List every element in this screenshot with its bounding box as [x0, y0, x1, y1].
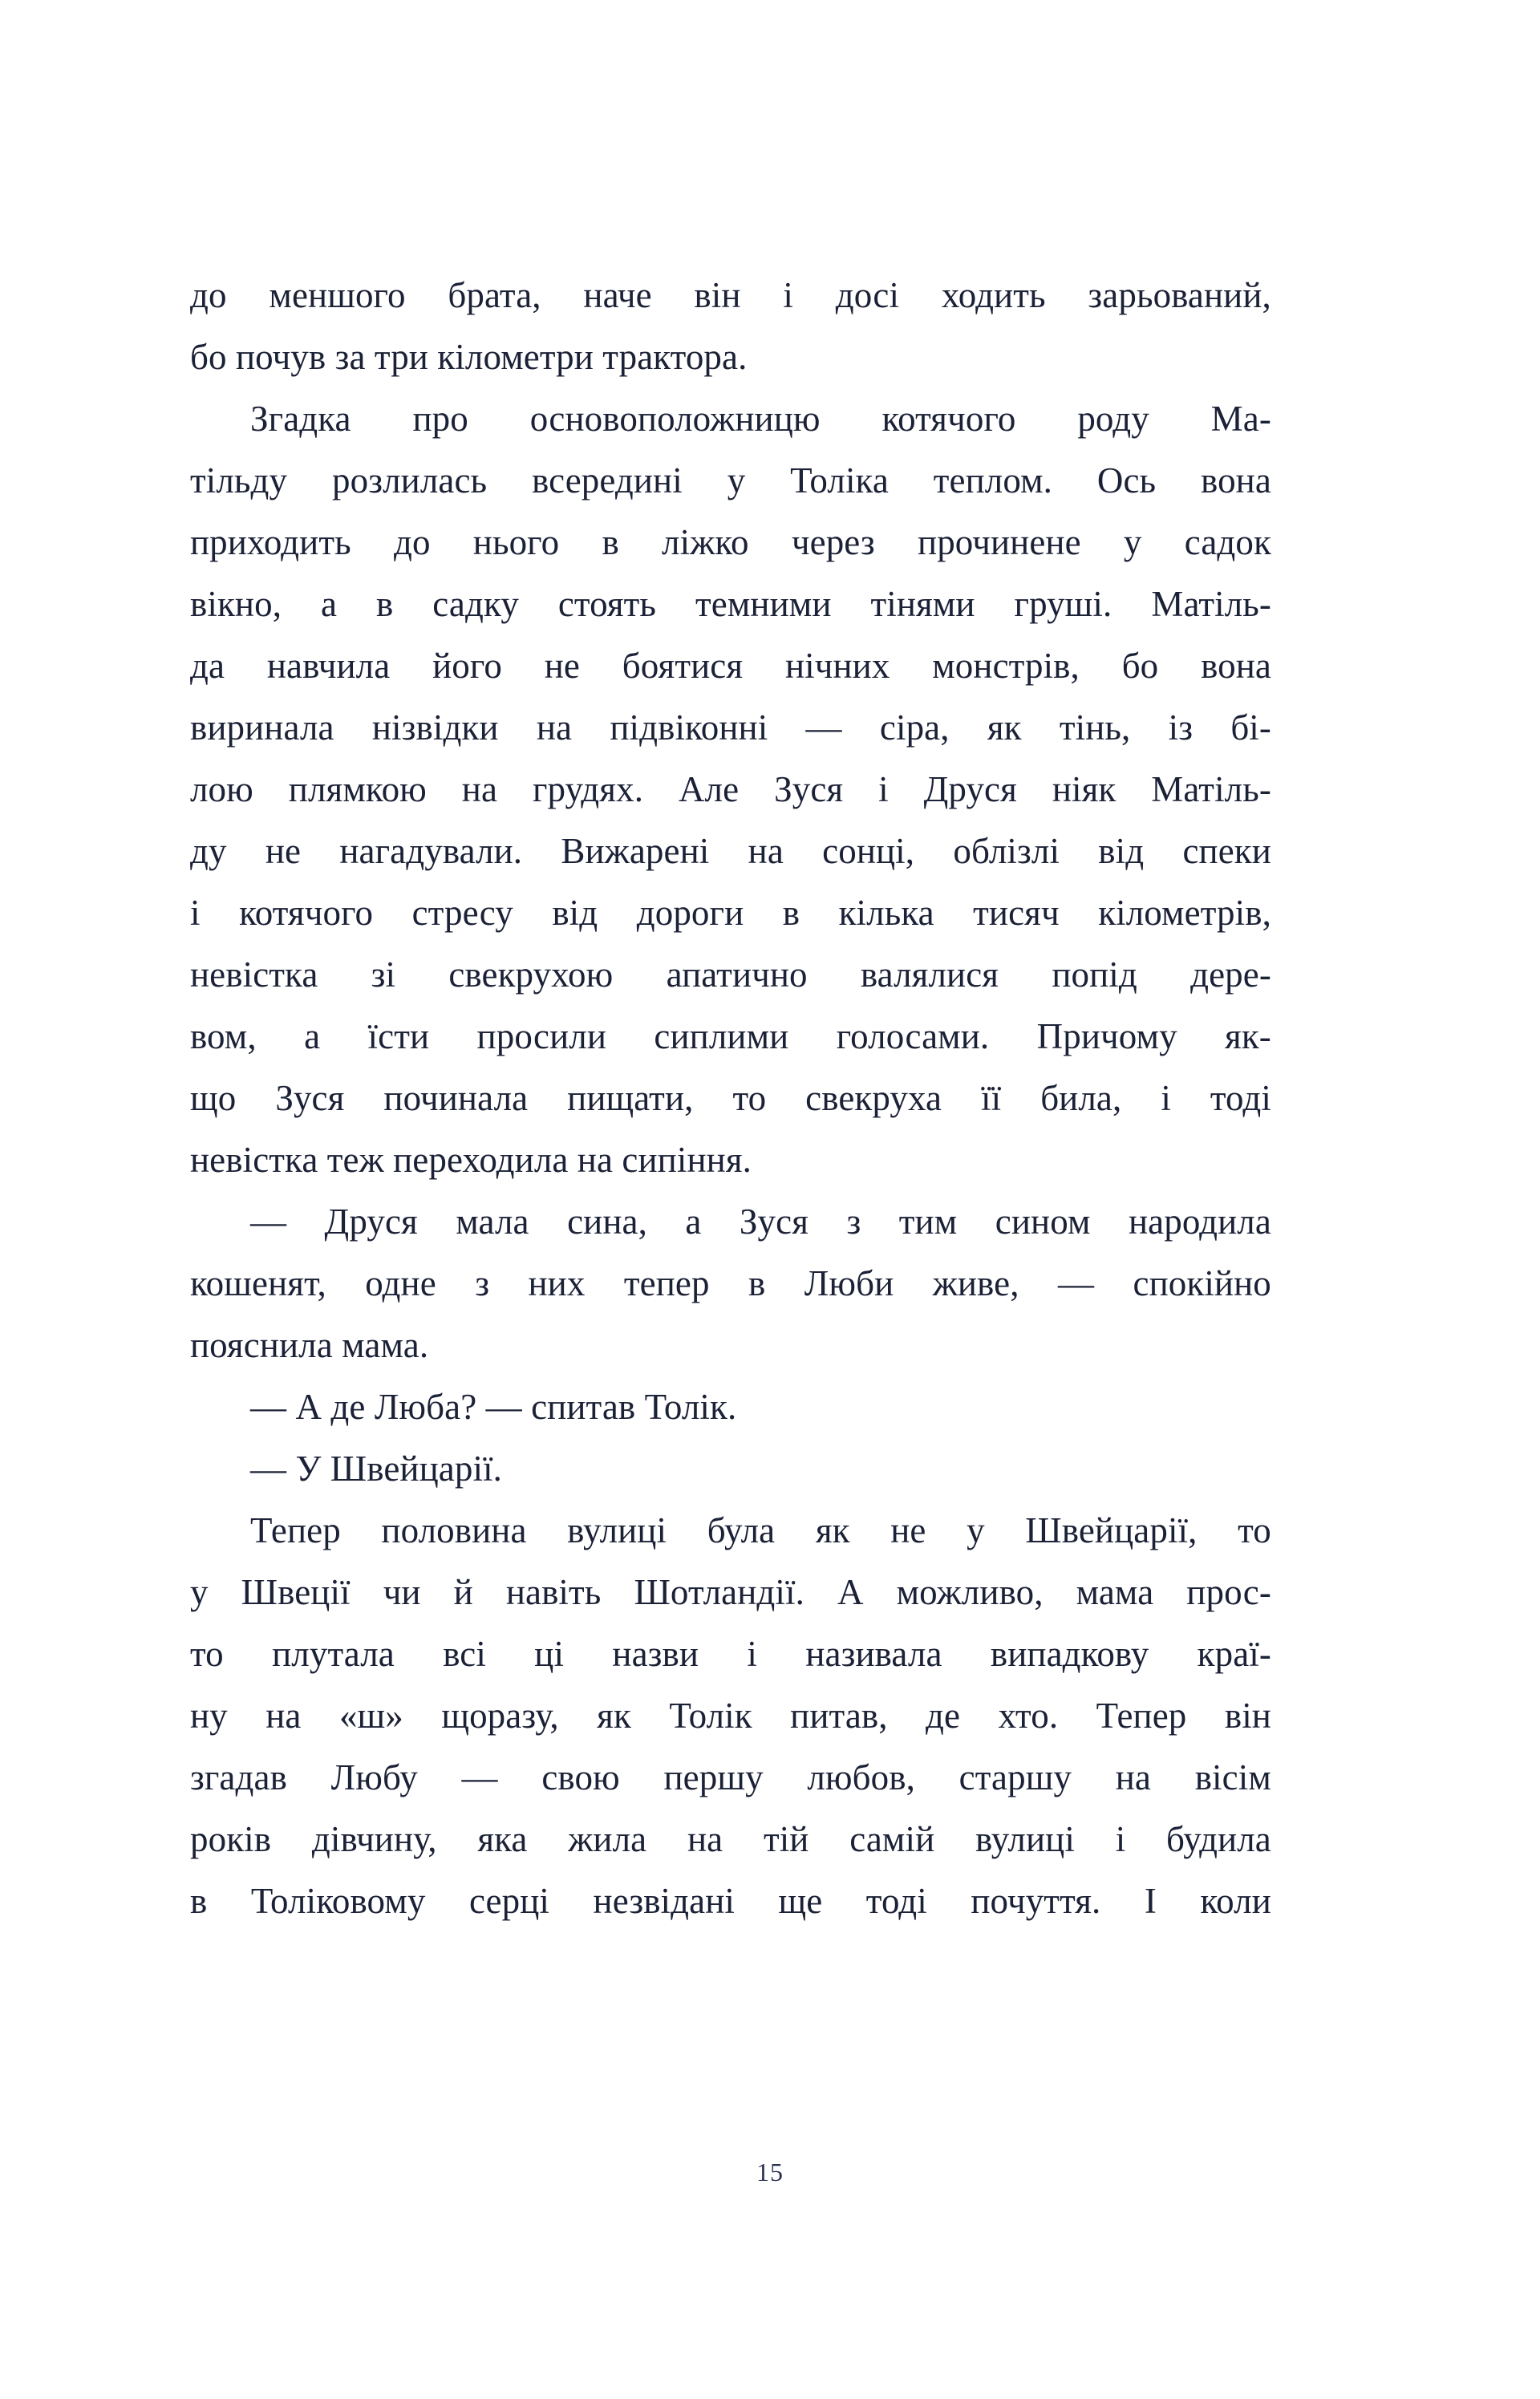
text-word: народила [1128, 1202, 1271, 1242]
text-line: бо почув за три кілометри трактора. [190, 337, 748, 377]
text-word: нагадували. [339, 831, 523, 871]
text-word: — [461, 1757, 498, 1797]
text-word: Зуся [739, 1202, 809, 1242]
text-word: вона [1201, 646, 1271, 686]
text-word: не [544, 646, 580, 686]
text-line: невістка теж переходила на сипіння. [190, 1140, 752, 1180]
text-word: що [190, 1078, 237, 1118]
text-word: кілометрів, [1098, 893, 1271, 933]
text-word: на [687, 1819, 723, 1859]
text-line [190, 759, 1271, 821]
text-word: можливо, [896, 1572, 1044, 1612]
text-word: бі- [1230, 707, 1271, 748]
text-word: хто. [998, 1696, 1059, 1736]
text-word: то [190, 1634, 224, 1674]
text-word: спокійно [1133, 1263, 1271, 1303]
text-word: лою [190, 769, 253, 809]
text-line [190, 1253, 1271, 1315]
text-word: Друся [923, 769, 1017, 809]
text-word: їсти [367, 1016, 430, 1056]
text-word: котячого [881, 399, 1016, 439]
text-word: першу [663, 1757, 764, 1797]
text-word: Тепер [250, 1510, 341, 1550]
text-word: меншого [269, 275, 406, 315]
text-line [190, 1068, 1271, 1129]
text-word: від [1098, 831, 1145, 871]
text-word: на [265, 1696, 302, 1736]
text-word: да [190, 646, 225, 686]
text-word: половина [381, 1510, 527, 1550]
text-word: випадкову [990, 1634, 1149, 1674]
text-word: всередині [532, 460, 683, 500]
text-word: почуття. [971, 1881, 1101, 1921]
text-word: на [1115, 1757, 1152, 1797]
text-word: Швейцарії, [1025, 1510, 1198, 1550]
text-word: до [393, 522, 431, 562]
text-word: вулиці [567, 1510, 667, 1550]
text-word: не [265, 831, 302, 871]
text-word: в [782, 893, 800, 933]
text-word: грудях. [532, 769, 644, 809]
text-word: а [304, 1016, 321, 1056]
text-word: тоді [1210, 1078, 1271, 1118]
text-word: всі [443, 1634, 486, 1674]
text-word: апатично [666, 954, 808, 995]
text-word: на [461, 769, 498, 809]
text-word: через [791, 522, 875, 562]
text-word: виринала [190, 707, 334, 748]
text-line [190, 944, 1271, 1006]
text-word: вісім [1194, 1757, 1271, 1797]
text-word: у [190, 1572, 209, 1612]
text-word: свекруха [805, 1078, 942, 1118]
text-word: його [432, 646, 502, 686]
text-word: Тепер [1096, 1696, 1187, 1736]
text-word: пищати, [567, 1078, 694, 1118]
text-word: навчила [266, 646, 391, 686]
text-line [190, 573, 1271, 635]
text-word: Толік [669, 1696, 752, 1736]
text-word: зарьований, [1088, 275, 1271, 315]
text-word: — [250, 1202, 287, 1242]
text-word: тисяч [973, 893, 1060, 933]
text-word: любов, [807, 1757, 915, 1797]
text-word: невістка [190, 954, 318, 995]
text-word: стоять [557, 584, 657, 624]
text-word: живе, [932, 1263, 1019, 1303]
text-line: — У Швейцарії. [250, 1449, 503, 1489]
text-word: — [1057, 1263, 1095, 1303]
text-word: старшу [958, 1757, 1072, 1797]
text-line [190, 1500, 1271, 1562]
text-line [190, 697, 1271, 759]
text-word: ходить [941, 275, 1046, 315]
text-word: як [987, 707, 1022, 748]
text-word: груші. [1014, 584, 1112, 624]
text-word: з [475, 1263, 490, 1303]
text-word: облізлі [953, 831, 1060, 871]
text-word: вона [1201, 460, 1271, 500]
text-word: прочинене [918, 522, 1081, 562]
page-number: 15 [756, 2158, 784, 2186]
text-word: зі [371, 954, 396, 995]
text-word: як [815, 1510, 850, 1550]
text-word: Матіль- [1151, 584, 1271, 624]
text-word: будила [1166, 1819, 1271, 1859]
text-word: А [837, 1572, 864, 1612]
text-word: свою [541, 1757, 620, 1797]
text-word: досі [835, 275, 900, 315]
text-word: садок [1184, 522, 1271, 562]
text-word: теплом. [933, 460, 1053, 500]
text-word: мала [456, 1202, 529, 1242]
text-word: наче [583, 275, 652, 315]
text-word: монстрів, [932, 646, 1080, 686]
text-word: Зуся [774, 769, 844, 809]
text-word: й [453, 1572, 473, 1612]
text-word: починала [383, 1078, 529, 1118]
text-word: де [926, 1696, 961, 1736]
text-word: боятися [622, 646, 744, 686]
text-word: Але [678, 769, 740, 809]
text-word: основоположницю [529, 399, 821, 439]
text-word: як- [1225, 1016, 1271, 1056]
text-word: била, [1040, 1078, 1122, 1118]
text-word: Матіль- [1151, 769, 1271, 809]
text-word: і [747, 1634, 758, 1674]
text-word: не [890, 1510, 926, 1550]
text-word: краї- [1197, 1634, 1271, 1674]
text-word: Толіковому [250, 1881, 426, 1921]
text-word: «ш» [338, 1696, 403, 1736]
text-line [190, 1809, 1271, 1870]
text-word: і [190, 893, 201, 933]
text-word: а [320, 584, 338, 624]
text-word: серці [468, 1881, 550, 1921]
text-word: в [748, 1263, 766, 1303]
text-word: ніяк [1052, 769, 1116, 809]
text-word: сиплими [654, 1016, 789, 1056]
text-word: попід [1052, 954, 1137, 995]
text-word: просили [476, 1016, 607, 1056]
text-line [190, 1747, 1271, 1809]
text-word: ці [534, 1634, 565, 1674]
text-word: одне [365, 1263, 436, 1303]
text-word: Причому [1036, 1016, 1177, 1056]
text-word: яка [477, 1819, 528, 1859]
text-word: Толіка [790, 460, 889, 500]
text-line [190, 1191, 1271, 1253]
text-word: і [1161, 1078, 1171, 1118]
text-word: навіть [505, 1572, 602, 1612]
text-word: питав, [790, 1696, 888, 1736]
text-word: бо [1121, 646, 1159, 686]
text-word: щоразу, [441, 1696, 559, 1736]
text-word: тим [898, 1202, 958, 1242]
text-word: він [694, 275, 741, 315]
text-line [190, 1870, 1271, 1932]
text-word: жила [568, 1819, 647, 1859]
text-word: — [805, 707, 842, 748]
text-line [190, 388, 1271, 450]
text-word: називала [805, 1634, 942, 1674]
text-word: тільду [190, 460, 288, 500]
text-word: згадав [190, 1757, 287, 1797]
text-word: валялися [860, 954, 999, 995]
text-word: плутала [272, 1634, 395, 1674]
text-word: роду [1077, 399, 1149, 439]
text-line [190, 635, 1271, 697]
text-word: від [552, 893, 598, 933]
text-word: підвіконні [610, 707, 768, 748]
text-line [190, 1623, 1271, 1685]
text-word: вулиці [975, 1819, 1075, 1859]
text-word: до [190, 275, 227, 315]
text-word: тій [763, 1819, 809, 1859]
text-word: нічних [784, 646, 890, 686]
text-word: Зуся [275, 1078, 345, 1118]
text-word: ду [190, 831, 227, 871]
text-line: — А де Люба? — спитав Толік. [250, 1387, 737, 1427]
text-word: то [732, 1078, 767, 1118]
text-word: із [1168, 707, 1194, 748]
text-word: нього [472, 522, 560, 562]
text-word: І [1144, 1881, 1157, 1921]
text-word: кошенят, [190, 1263, 326, 1303]
text-word: котячого [239, 893, 374, 933]
text-line [190, 450, 1271, 512]
text-word: у [1123, 522, 1142, 562]
text-word: мама [1076, 1572, 1154, 1612]
text-word: Любу [330, 1757, 418, 1797]
text-word: то [1238, 1510, 1271, 1550]
text-word: Друся [324, 1202, 418, 1242]
text-word: тоді [865, 1881, 927, 1921]
text-word: сином [995, 1202, 1091, 1242]
text-word: назви [612, 1634, 699, 1674]
text-word: спеки [1182, 831, 1271, 871]
text-word: сонці, [822, 831, 915, 871]
text-word: була [707, 1510, 776, 1550]
text-word: кілька [838, 893, 934, 933]
text-line [190, 265, 1271, 326]
text-word: садку [432, 584, 519, 624]
text-word: самій [849, 1819, 935, 1859]
text-word: і [1115, 1819, 1126, 1859]
text-word: сина, [567, 1202, 647, 1242]
text-word: дере- [1190, 954, 1271, 995]
text-word: дороги [636, 893, 744, 933]
text-word: чи [383, 1572, 421, 1612]
text-word: Згадка [250, 399, 351, 439]
text-word: в [376, 584, 394, 624]
text-word: у [727, 460, 746, 500]
text-word: сіра, [879, 707, 950, 748]
page-text-body [190, 265, 1271, 1932]
text-word: дівчину, [311, 1819, 437, 1859]
text-line [190, 1685, 1271, 1747]
text-word: в [602, 522, 619, 562]
text-word: а [685, 1202, 702, 1242]
text-line [190, 1006, 1271, 1068]
text-word: Швеції [241, 1572, 351, 1612]
text-line: пояснила мама. [190, 1325, 429, 1365]
text-line [190, 512, 1271, 573]
text-word: він [1224, 1696, 1271, 1736]
text-word: вікно, [190, 584, 282, 624]
text-word: її [981, 1078, 1002, 1118]
text-word: Вижарені [561, 831, 710, 871]
text-word: Шотландії. [634, 1572, 804, 1612]
text-word: в [190, 1881, 208, 1921]
text-word: свекрухою [448, 954, 614, 995]
text-word: тінями [870, 584, 975, 624]
text-line [190, 882, 1271, 944]
text-word: розлилась [332, 460, 488, 500]
text-line [190, 821, 1271, 882]
text-word: незвідані [593, 1881, 735, 1921]
text-word: приходить [190, 522, 351, 562]
text-word: з [846, 1202, 861, 1242]
text-word: ну [190, 1696, 228, 1736]
text-word: них [528, 1263, 586, 1303]
text-word: і [878, 769, 889, 809]
text-word: на [536, 707, 573, 748]
text-word: років [190, 1819, 272, 1859]
text-word: Ма- [1210, 399, 1271, 439]
text-word: на [748, 831, 784, 871]
text-word: у [967, 1510, 985, 1550]
text-word: ліжко [662, 522, 749, 562]
text-word: як [597, 1696, 631, 1736]
text-word: Ось [1096, 460, 1157, 500]
text-word: вом, [190, 1016, 257, 1056]
text-word: коли [1200, 1881, 1271, 1921]
text-word: про [412, 399, 468, 439]
text-line [190, 1562, 1271, 1623]
text-word: тепер [623, 1263, 710, 1303]
text-word: нізвідки [371, 707, 499, 748]
text-word: голосами. [836, 1016, 990, 1056]
text-word: і [783, 275, 793, 315]
text-word: тінь, [1059, 707, 1131, 748]
text-word: прос- [1186, 1572, 1271, 1612]
text-word: брата, [448, 275, 541, 315]
text-word: стресу [411, 893, 513, 933]
text-word: плямкою [288, 769, 427, 809]
text-word: ще [778, 1881, 823, 1921]
text-word: Люби [804, 1263, 894, 1303]
text-word: темними [695, 584, 832, 624]
